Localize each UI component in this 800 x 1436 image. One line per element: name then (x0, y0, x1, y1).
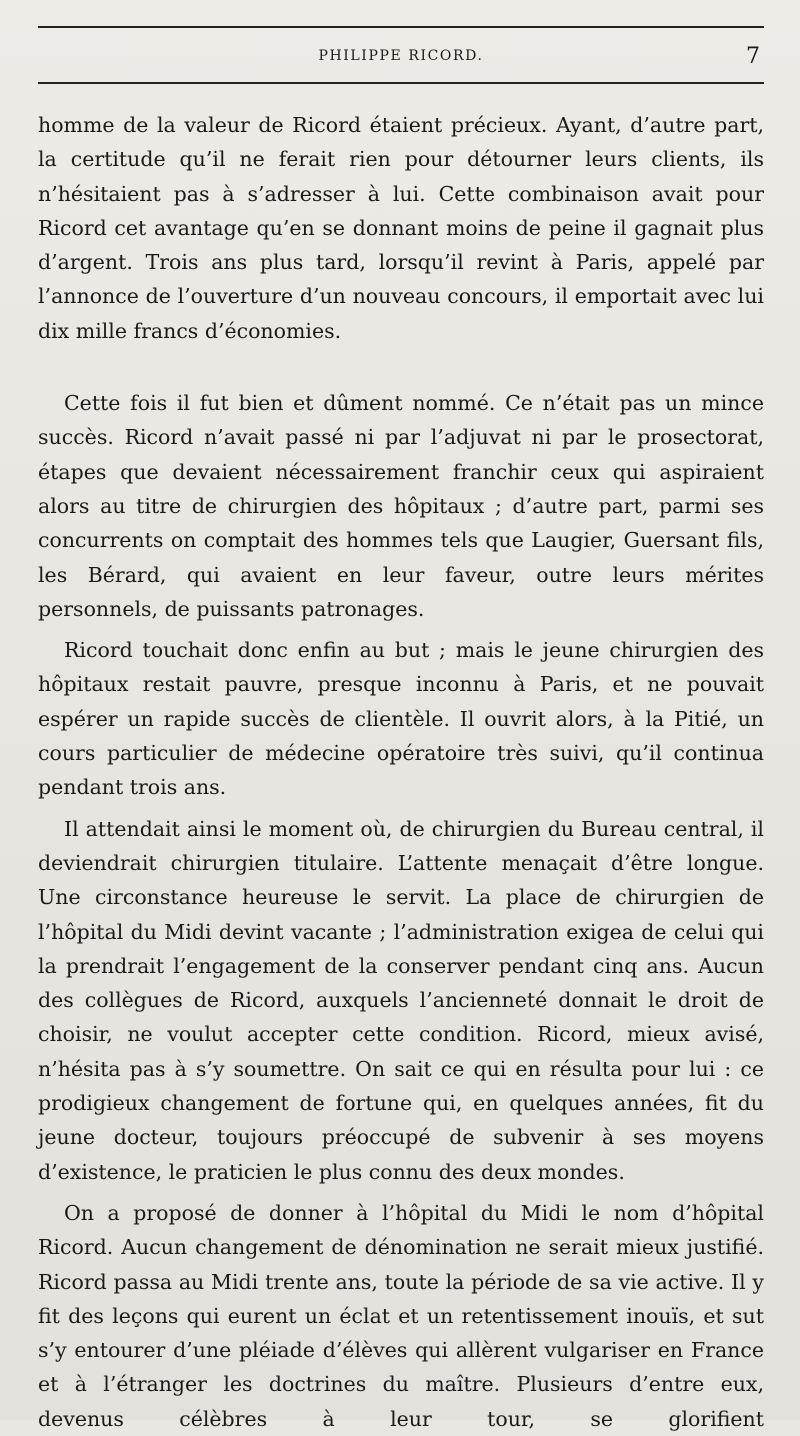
paragraph-4: Il attendait ainsi le moment où, de chirurgien du Bureau central, il deviendrait chirurgien titulaire. L’attente menaçait d’être longue. Une circonstance heureuse le servit. La place de chirurgien de l’hôpital du Midi devint vacante ; l’administration exigea de celui qui la prendrait l’engagement de la conserver pendant cinq ans. Aucun des collègues de Ricord, auxquels l’ancienneté donnait le droit de choisir, ne voulut accepter cette condition. Ricord, mieux avisé, n’hésita pas à s’y soumettre. On sait ce qui en résulta pour lui : ce prodigieux changement de fortune qui, en quelques années, fit du jeune docteur, toujours préoccupé de subvenir à ses moyens d’existence, le praticien le plus connu des deux mondes. (38, 816, 764, 1184)
paragraph-2: Cette fois il fut bien et dûment nommé. Ce n’était pas un mince succès. Ricord n’avait passé ni par l’adjuvat ni par le prosectorat, étapes que devaient nécessairement franchir ceux qui aspiraient alors au titre de chirurgien des hôpitaux ; d’autre part, parmi ses concurrents on comptait des hommes tels que Laugier, Guersant fils, les Bérard, qui avaient en leur faveur, outre leurs mérites personnels, de puissants patronages. (38, 391, 764, 621)
paragraph-gap (38, 805, 764, 812)
body-text (38, 108, 764, 1436)
top-rule (38, 26, 764, 28)
running-title: PHILIPPE RICORD. (318, 48, 484, 64)
page-number: 7 (746, 44, 760, 69)
paragraph-gap (38, 1189, 764, 1196)
paragraph-gap (38, 626, 764, 633)
header-rule (38, 82, 764, 84)
paragraph-5: On a proposé de donner à l’hôpital du Midi le nom d’hôpital Ricord. Aucun changement de dénomination ne serait mieux justifié. Ricord passa au Midi trente ans, toute la période de sa vie active. Il y fit des leçons qui eurent un éclat et un retentissement inouïs, et sut s’y entourer d’une pléiade d’élèves qui allèrent vulgariser en France et à l’étranger les doctrines du maître. Plusieurs d’entre eux, devenus célèbres à leur tour, se glorifient (38, 1200, 764, 1431)
section-gap (38, 348, 764, 386)
running-head (38, 46, 764, 70)
paragraph-3: Ricord touchait donc enfin au but ; mais le jeune chirurgien des hôpitaux restait pauvre, presque inconnu à Paris, et ne pouvait espérer un rapide succès de clientèle. Il ouvrit alors, à la Pitié, un cours particulier de médecine opératoire très suivi, qu’il continua pendant trois ans. (38, 638, 764, 800)
paragraph-1: homme de la valeur de Ricord étaient précieux. Ayant, d’autre part, la certitude qu’il ne ferait rien pour détourner leurs clients, ils n’hésitaient pas à s’adresser à lui. Cette combinaison avait pour Ricord cet avantage qu’en se donnant moins de peine il gagnait plus d’argent. Trois ans plus tard, lorsqu’il revint à Paris, appelé par l’annonce de l’ouverture d’un nouveau concours, il emportait avec lui dix mille francs d’économies. (38, 113, 764, 343)
